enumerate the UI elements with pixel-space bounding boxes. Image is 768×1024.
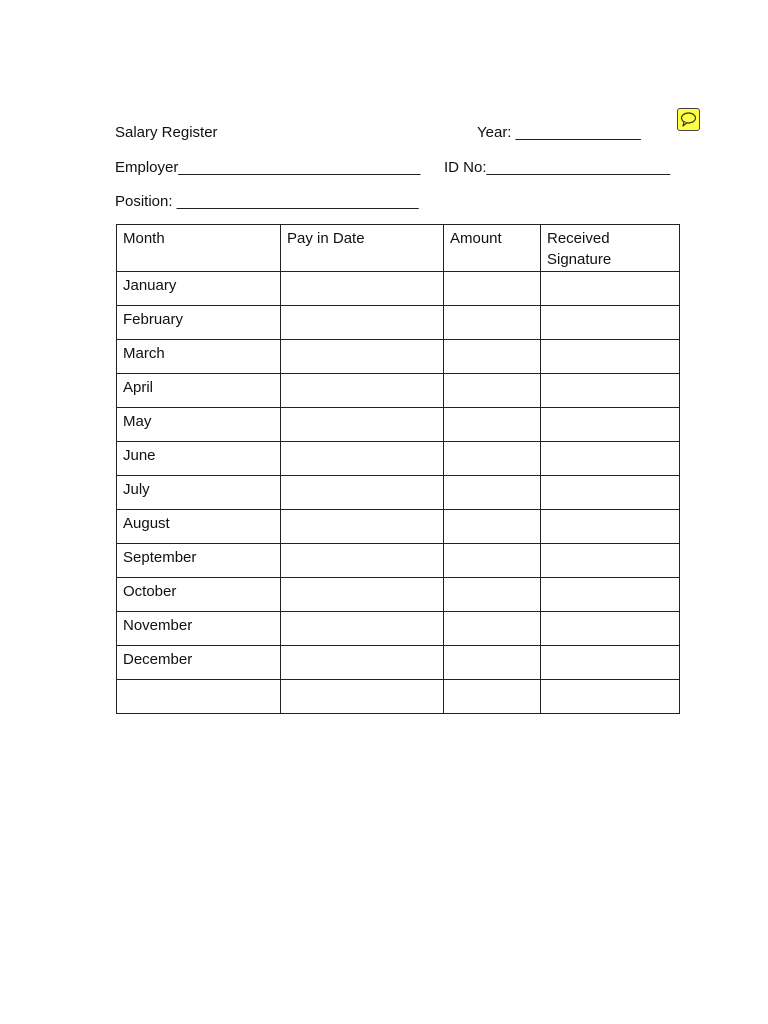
signature-cell[interactable]	[541, 306, 680, 340]
column-header-month: Month	[117, 225, 281, 272]
signature-cell[interactable]	[541, 476, 680, 510]
pay-in-date-cell[interactable]	[281, 442, 444, 476]
signature-cell[interactable]	[541, 646, 680, 680]
signature-cell[interactable]	[541, 510, 680, 544]
salary-register-table	[116, 224, 680, 714]
pay-in-date-cell[interactable]	[281, 510, 444, 544]
month-cell: May	[117, 408, 281, 442]
table-row	[117, 612, 680, 646]
month-cell: April	[117, 374, 281, 408]
signature-cell[interactable]	[541, 680, 680, 714]
table-row	[117, 578, 680, 612]
amount-cell[interactable]	[444, 476, 541, 510]
month-cell: February	[117, 306, 281, 340]
amount-cell[interactable]	[444, 272, 541, 306]
pay-in-date-cell[interactable]	[281, 340, 444, 374]
comment-icon[interactable]	[677, 108, 700, 131]
id-field: ID No:______________________	[444, 159, 671, 176]
pay-in-date-cell[interactable]	[281, 544, 444, 578]
table-row	[117, 306, 680, 340]
table-row	[117, 374, 680, 408]
table-row	[117, 340, 680, 374]
signature-cell[interactable]	[541, 408, 680, 442]
amount-cell[interactable]	[444, 680, 541, 714]
signature-cell[interactable]	[541, 374, 680, 408]
pay-in-date-cell[interactable]	[281, 646, 444, 680]
signature-cell[interactable]	[541, 578, 680, 612]
month-cell: November	[117, 612, 281, 646]
amount-cell[interactable]	[444, 510, 541, 544]
amount-cell[interactable]	[444, 646, 541, 680]
column-header-received-signature: Received Signature	[541, 225, 680, 272]
signature-cell[interactable]	[541, 612, 680, 646]
document-title: Salary Register	[115, 124, 218, 141]
pay-in-date-cell[interactable]	[281, 578, 444, 612]
pay-in-date-cell[interactable]	[281, 476, 444, 510]
table-row	[117, 510, 680, 544]
amount-cell[interactable]	[444, 340, 541, 374]
amount-cell[interactable]	[444, 374, 541, 408]
pay-in-date-cell[interactable]	[281, 408, 444, 442]
month-cell: October	[117, 578, 281, 612]
table-row	[117, 544, 680, 578]
amount-cell[interactable]	[444, 544, 541, 578]
signature-cell[interactable]	[541, 544, 680, 578]
table-row	[117, 646, 680, 680]
amount-cell[interactable]	[444, 442, 541, 476]
month-cell: July	[117, 476, 281, 510]
column-header-pay-in-date: Pay in Date	[281, 225, 444, 272]
table-row	[117, 680, 680, 714]
month-cell	[117, 680, 281, 714]
month-cell: January	[117, 272, 281, 306]
month-cell: December	[117, 646, 281, 680]
month-cell: September	[117, 544, 281, 578]
month-cell: August	[117, 510, 281, 544]
pay-in-date-cell[interactable]	[281, 612, 444, 646]
pay-in-date-cell[interactable]	[281, 272, 444, 306]
comment-bubble-icon	[680, 111, 697, 128]
table-row	[117, 442, 680, 476]
column-header-amount: Amount	[444, 225, 541, 272]
employer-field: Employer_____________________________	[115, 159, 421, 176]
pay-in-date-cell[interactable]	[281, 306, 444, 340]
amount-cell[interactable]	[444, 612, 541, 646]
pay-in-date-cell[interactable]	[281, 680, 444, 714]
amount-cell[interactable]	[444, 578, 541, 612]
table-row	[117, 408, 680, 442]
month-cell: June	[117, 442, 281, 476]
month-cell: March	[117, 340, 281, 374]
year-field: Year: _______________	[477, 124, 641, 141]
table-row	[117, 476, 680, 510]
signature-cell[interactable]	[541, 442, 680, 476]
position-field: Position: _____________________________	[115, 193, 419, 210]
table-row	[117, 272, 680, 306]
pay-in-date-cell[interactable]	[281, 374, 444, 408]
signature-cell[interactable]	[541, 340, 680, 374]
signature-cell[interactable]	[541, 272, 680, 306]
table-header-row	[117, 225, 680, 272]
amount-cell[interactable]	[444, 408, 541, 442]
amount-cell[interactable]	[444, 306, 541, 340]
